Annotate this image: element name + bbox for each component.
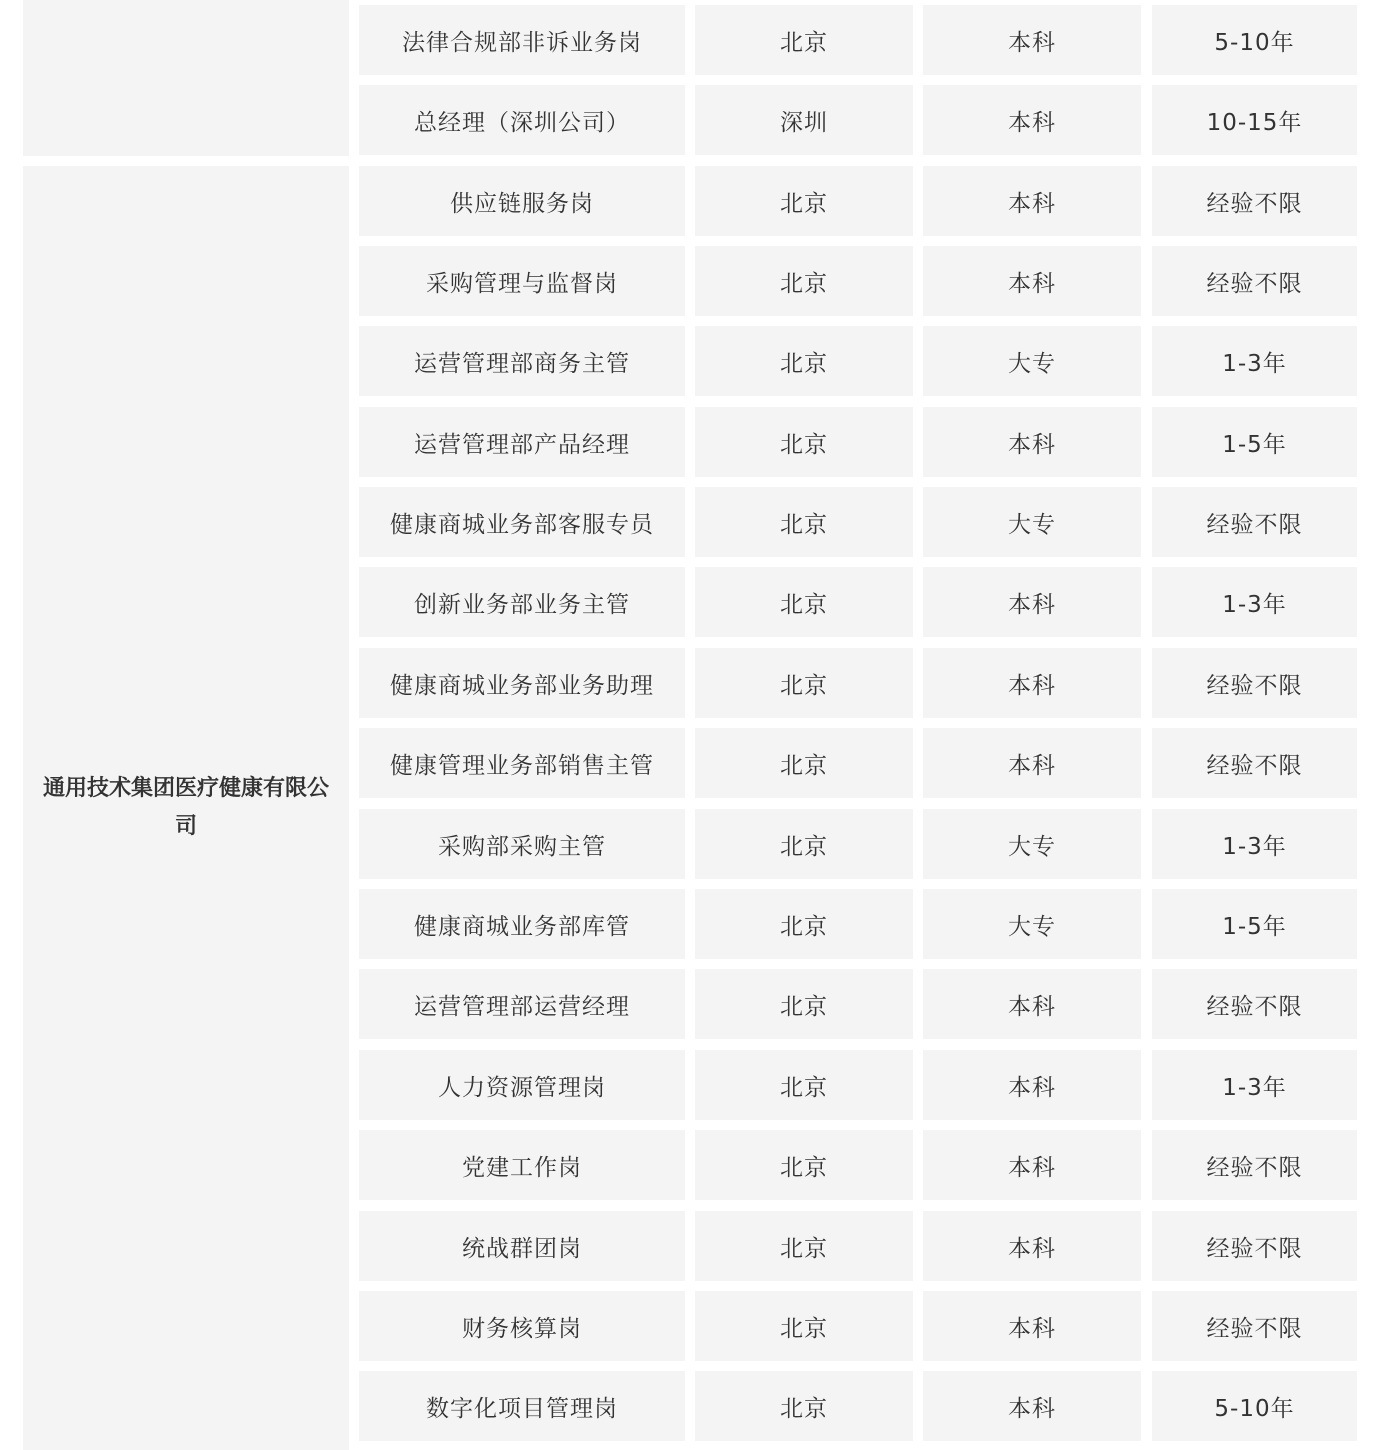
position-cell bbox=[359, 648, 685, 718]
education-cell-text: 大专 bbox=[1008, 833, 1056, 860]
experience-cell-text: 经验不限 bbox=[1206, 270, 1303, 297]
experience-cell bbox=[1152, 728, 1357, 798]
education-cell bbox=[923, 487, 1141, 557]
position-cell-text: 健康商城业务部库管 bbox=[414, 913, 630, 940]
position-cell bbox=[359, 5, 685, 75]
city-cell-text: 北京 bbox=[780, 431, 828, 458]
experience-cell-text: 1-3年 bbox=[1222, 350, 1287, 377]
position-cell bbox=[359, 85, 685, 155]
experience-cell bbox=[1152, 809, 1357, 879]
position-cell bbox=[359, 969, 685, 1039]
city-cell bbox=[695, 648, 913, 718]
education-cell bbox=[923, 567, 1141, 637]
education-cell bbox=[923, 1291, 1141, 1361]
position-cell bbox=[359, 1211, 685, 1281]
experience-cell bbox=[1152, 407, 1357, 477]
position-cell-text: 健康管理业务部销售主管 bbox=[390, 752, 654, 779]
city-cell-text: 北京 bbox=[780, 270, 828, 297]
city-cell bbox=[695, 809, 913, 879]
education-cell-text: 本科 bbox=[1008, 1235, 1056, 1262]
education-cell bbox=[923, 889, 1141, 959]
city-cell bbox=[695, 969, 913, 1039]
education-cell bbox=[923, 1371, 1141, 1441]
position-cell-text: 人力资源管理岗 bbox=[438, 1074, 606, 1101]
city-cell-text: 北京 bbox=[780, 1235, 828, 1262]
city-cell bbox=[695, 166, 913, 236]
city-cell bbox=[695, 487, 913, 557]
experience-cell bbox=[1152, 969, 1357, 1039]
education-cell bbox=[923, 166, 1141, 236]
city-cell bbox=[695, 246, 913, 316]
experience-cell bbox=[1152, 1211, 1357, 1281]
education-cell-text: 本科 bbox=[1008, 672, 1056, 699]
education-cell bbox=[923, 728, 1141, 798]
city-cell-text: 深圳 bbox=[780, 109, 828, 136]
city-cell bbox=[695, 567, 913, 637]
city-cell-text: 北京 bbox=[780, 672, 828, 699]
experience-cell bbox=[1152, 85, 1357, 155]
experience-cell-text: 经验不限 bbox=[1206, 672, 1303, 699]
education-cell-text: 本科 bbox=[1008, 1154, 1056, 1181]
city-cell-text: 北京 bbox=[780, 1315, 828, 1342]
city-cell bbox=[695, 1130, 913, 1200]
education-cell bbox=[923, 1211, 1141, 1281]
position-cell-text: 创新业务部业务主管 bbox=[414, 591, 630, 618]
experience-cell bbox=[1152, 166, 1357, 236]
experience-cell-text: 1-3年 bbox=[1222, 1074, 1287, 1101]
position-cell-text: 总经理（深圳公司） bbox=[414, 109, 630, 136]
experience-cell bbox=[1152, 326, 1357, 396]
education-cell-text: 大专 bbox=[1008, 350, 1056, 377]
experience-cell-text: 1-5年 bbox=[1222, 431, 1287, 458]
education-cell bbox=[923, 969, 1141, 1039]
education-cell-text: 本科 bbox=[1008, 1395, 1056, 1422]
education-cell-text: 本科 bbox=[1008, 993, 1056, 1020]
city-cell bbox=[695, 1371, 913, 1441]
education-cell bbox=[923, 1050, 1141, 1120]
experience-cell bbox=[1152, 648, 1357, 718]
experience-cell bbox=[1152, 487, 1357, 557]
position-cell bbox=[359, 1371, 685, 1441]
education-cell-text: 本科 bbox=[1008, 270, 1056, 297]
education-cell bbox=[923, 809, 1141, 879]
education-cell-text: 本科 bbox=[1008, 1315, 1056, 1342]
experience-cell bbox=[1152, 1371, 1357, 1441]
city-cell bbox=[695, 326, 913, 396]
city-cell-text: 北京 bbox=[780, 913, 828, 940]
position-cell bbox=[359, 728, 685, 798]
position-cell bbox=[359, 809, 685, 879]
education-cell bbox=[923, 246, 1141, 316]
experience-cell-text: 5-10年 bbox=[1214, 1395, 1295, 1422]
education-cell bbox=[923, 648, 1141, 718]
city-cell-text: 北京 bbox=[780, 350, 828, 377]
experience-cell bbox=[1152, 567, 1357, 637]
experience-cell-text: 经验不限 bbox=[1206, 190, 1303, 217]
position-cell-text: 健康商城业务部业务助理 bbox=[390, 672, 654, 699]
city-cell-text: 北京 bbox=[780, 29, 828, 56]
experience-cell-text: 1-3年 bbox=[1222, 591, 1287, 618]
city-cell-text: 北京 bbox=[780, 591, 828, 618]
education-cell-text: 本科 bbox=[1008, 29, 1056, 56]
position-cell bbox=[359, 407, 685, 477]
experience-cell-text: 10-15年 bbox=[1206, 109, 1303, 136]
education-cell-text: 本科 bbox=[1008, 1074, 1056, 1101]
experience-cell bbox=[1152, 1050, 1357, 1120]
experience-cell-text: 5-10年 bbox=[1214, 29, 1295, 56]
education-cell-text: 本科 bbox=[1008, 591, 1056, 618]
city-cell-text: 北京 bbox=[780, 833, 828, 860]
experience-cell-text: 1-5年 bbox=[1222, 913, 1287, 940]
experience-cell bbox=[1152, 5, 1357, 75]
city-cell bbox=[695, 1291, 913, 1361]
city-cell-text: 北京 bbox=[780, 1074, 828, 1101]
city-cell-text: 北京 bbox=[780, 1395, 828, 1422]
city-cell bbox=[695, 1050, 913, 1120]
experience-cell-text: 经验不限 bbox=[1206, 511, 1303, 538]
position-cell-text: 供应链服务岗 bbox=[450, 190, 594, 217]
experience-cell-text: 经验不限 bbox=[1206, 1315, 1303, 1342]
position-cell-text: 运营管理部运营经理 bbox=[414, 993, 630, 1020]
city-cell-text: 北京 bbox=[780, 993, 828, 1020]
education-cell-text: 大专 bbox=[1008, 511, 1056, 538]
experience-cell-text: 经验不限 bbox=[1206, 752, 1303, 779]
education-cell-text: 本科 bbox=[1008, 752, 1056, 779]
position-cell bbox=[359, 889, 685, 959]
education-cell bbox=[923, 1130, 1141, 1200]
position-cell-text: 采购部采购主管 bbox=[438, 833, 606, 860]
position-cell bbox=[359, 487, 685, 557]
education-cell bbox=[923, 326, 1141, 396]
city-cell-text: 北京 bbox=[780, 1154, 828, 1181]
position-cell-text: 财务核算岗 bbox=[462, 1315, 582, 1342]
city-cell-text: 北京 bbox=[780, 190, 828, 217]
position-cell bbox=[359, 166, 685, 236]
position-cell-text: 统战群团岗 bbox=[462, 1235, 582, 1262]
education-cell bbox=[923, 5, 1141, 75]
position-cell-text: 党建工作岗 bbox=[462, 1154, 582, 1181]
education-cell bbox=[923, 407, 1141, 477]
education-cell bbox=[923, 85, 1141, 155]
education-cell-text: 本科 bbox=[1008, 190, 1056, 217]
city-cell bbox=[695, 407, 913, 477]
position-cell bbox=[359, 1291, 685, 1361]
company-name: 通用技术集团医疗健康有限公司 bbox=[43, 776, 330, 839]
position-cell-text: 健康商城业务部客服专员 bbox=[390, 511, 654, 538]
education-cell-text: 大专 bbox=[1008, 913, 1056, 940]
experience-cell-text: 经验不限 bbox=[1206, 1154, 1303, 1181]
city-cell-text: 北京 bbox=[780, 752, 828, 779]
experience-cell bbox=[1152, 1130, 1357, 1200]
education-cell-text: 本科 bbox=[1008, 109, 1056, 136]
city-cell bbox=[695, 1211, 913, 1281]
position-cell-text: 法律合规部非诉业务岗 bbox=[402, 29, 642, 56]
position-cell-text: 运营管理部产品经理 bbox=[414, 431, 630, 458]
position-cell bbox=[359, 567, 685, 637]
city-cell bbox=[695, 889, 913, 959]
experience-cell-text: 1-3年 bbox=[1222, 833, 1287, 860]
experience-cell bbox=[1152, 889, 1357, 959]
experience-cell-text: 经验不限 bbox=[1206, 993, 1303, 1020]
city-cell bbox=[695, 85, 913, 155]
education-cell-text: 本科 bbox=[1008, 431, 1056, 458]
position-cell-text: 采购管理与监督岗 bbox=[426, 270, 618, 297]
position-cell bbox=[359, 1130, 685, 1200]
position-cell bbox=[359, 1050, 685, 1120]
city-cell bbox=[695, 5, 913, 75]
experience-cell-text: 经验不限 bbox=[1206, 1235, 1303, 1262]
position-cell-text: 运营管理部商务主管 bbox=[414, 350, 630, 377]
experience-cell bbox=[1152, 1291, 1357, 1361]
experience-cell bbox=[1152, 246, 1357, 316]
city-cell bbox=[695, 728, 913, 798]
city-cell-text: 北京 bbox=[780, 511, 828, 538]
position-cell bbox=[359, 246, 685, 316]
position-cell-text: 数字化项目管理岗 bbox=[426, 1395, 618, 1422]
position-cell bbox=[359, 326, 685, 396]
